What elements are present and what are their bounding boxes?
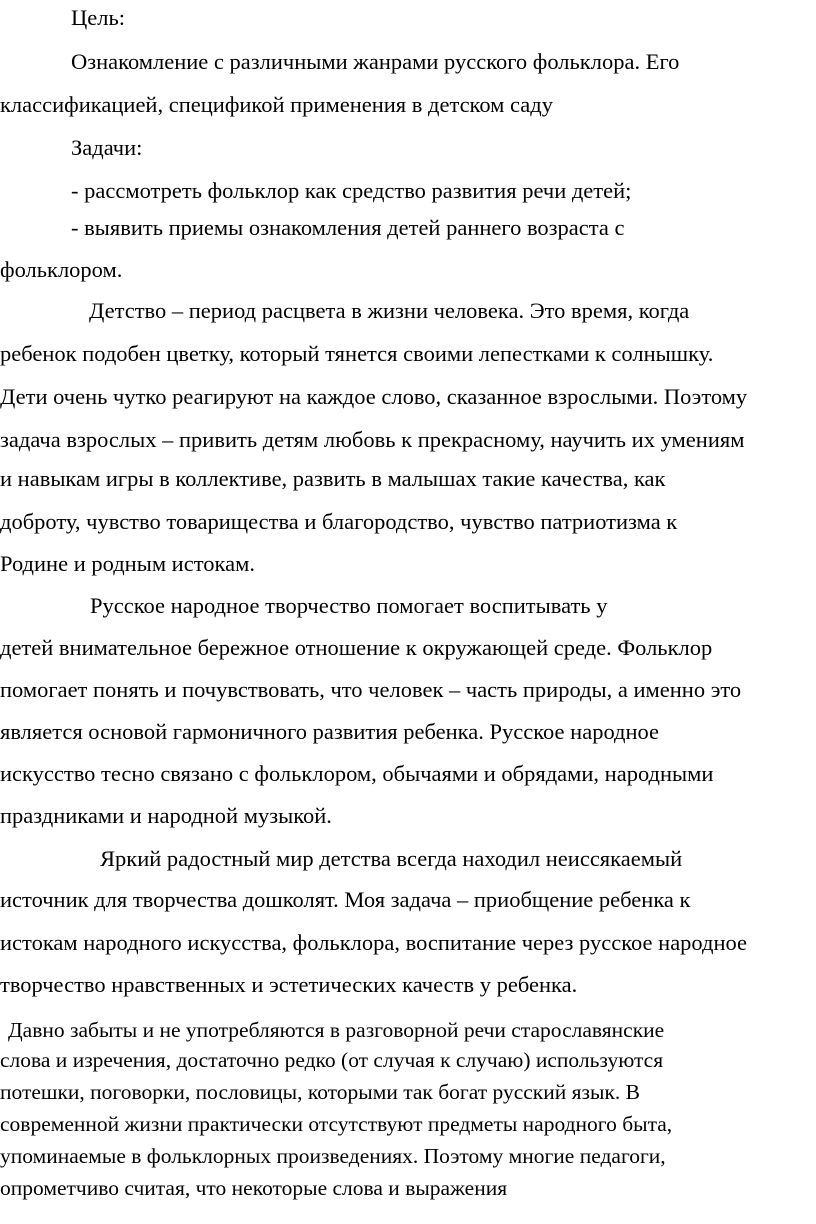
tasks-heading: Задачи: — [71, 135, 143, 160]
paragraph-line: помогает понять и почувствовать, что человек – часть природы, а именно это — [0, 677, 742, 702]
paragraph-line: Яркий радостный мир детства всегда находил неиссякаемый — [100, 846, 683, 871]
paragraph-line: Дети очень чутко реагируют на каждое слово, сказанное взрослыми. Поэтому — [0, 384, 748, 409]
paragraph-line: Русское народное творчество помогает воспитывать у — [90, 593, 608, 618]
paragraph-line: детей внимательное бережное отношение к окружающей среде. Фольклор — [0, 635, 713, 660]
goal-line: классификацией, спецификой применения в детском саду — [0, 92, 553, 117]
paragraph-line: праздниками и народной музыкой. — [0, 803, 332, 828]
paragraph-line: Давно забыты и не употребляются в разговорной речи старославянские — [8, 1018, 665, 1042]
paragraph-line: источник для творчества дошколят. Моя задача – приобщение ребенка к — [0, 887, 691, 912]
paragraph-line: задача взрослых – привить детям любовь к прекрасному, научить их умениям — [0, 427, 745, 452]
paragraph-line: творчество нравственных и эстетических качеств у ребенка. — [0, 972, 578, 997]
paragraph-line: Родине и родным истокам. — [0, 551, 255, 576]
paragraph-line: упоминаемые в фольклорных произведениях. Поэтому многие педагоги, — [0, 1144, 666, 1168]
task-item-continuation: фольклором. — [0, 257, 123, 282]
paragraph-line: является основой гармоничного развития ребенка. Русское народное — [0, 719, 660, 744]
paragraph-line: современной жизни практически отсутствуют предметы народного быта, — [0, 1112, 673, 1136]
paragraph-line: истокам народного искусства, фольклора, воспитание через русское народное — [0, 930, 748, 955]
paragraph-line: потешки, поговорки, пословицы, которыми так богат русский язык. В — [0, 1080, 640, 1104]
paragraph-line: слова и изречения, достаточно редко (от случая к случаю) используются — [0, 1048, 664, 1072]
goal-line: Ознакомление с различными жанрами русского фольклора. Его — [71, 49, 680, 74]
paragraph-line: Детство – период расцвета в жизни человека. Это время, когда — [89, 298, 690, 323]
paragraph-line: доброту, чувство товарищества и благородство, чувство патриотизма к — [0, 509, 678, 534]
paragraph-line: искусство тесно связано с фольклором, обычаями и обрядами, народными — [0, 761, 714, 786]
task-item: - рассмотреть фольклор как средство развития речи детей; — [71, 178, 632, 203]
paragraph-line: и навыкам игры в коллективе, развить в малышах такие качества, как — [0, 466, 666, 491]
paragraph-line: ребенок подобен цветку, который тянется своими лепестками к солнышку. — [0, 341, 714, 366]
task-item: - выявить приемы ознакомления детей раннего возраста с — [71, 215, 625, 240]
paragraph-line: опрометчиво считая, что некоторые слова и выражения — [0, 1176, 508, 1200]
goal-heading: Цель: — [71, 5, 125, 30]
